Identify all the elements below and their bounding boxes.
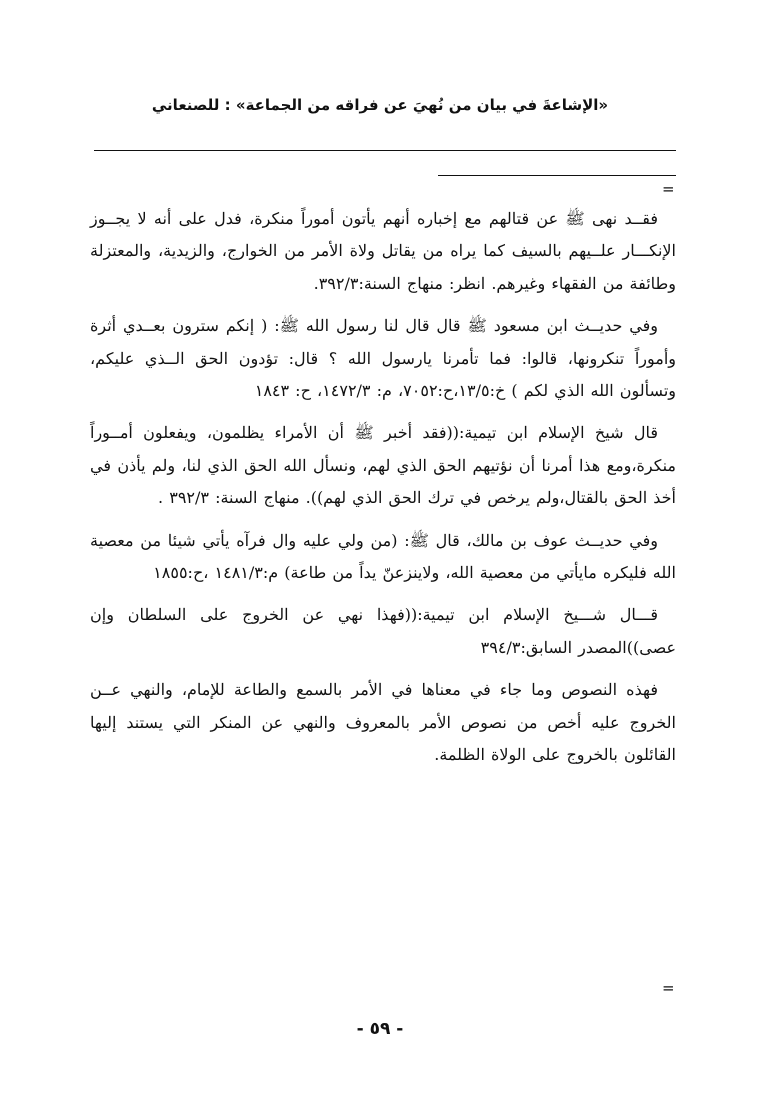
page-header-title: «الإشاعةَ في بيان من نُهيَ عن فراقه من الجماعة» : للصنعاني [151, 96, 609, 114]
paragraph: قـــال شـــيخ الإسلام ابن تيمية:((فهذا نهي عن الخروج على السلطان وإن عصى))المصدر السابق:٣٩٤/٣ [90, 605, 676, 657]
page-number: - ٥٩ - [356, 1019, 404, 1039]
footnote-divider [438, 175, 676, 176]
paragraph: قال شيخ الإسلام ابن تيمية:((فقد أخبر ﷺ أن الأمراء يظلمون، ويفعلون أمــوراً منكرة،ومع هذا أمرنا أن نؤتيهم الحق الذي لهم، ونسأل الله الحق الذي لنا، ولم يأذن في أخذ الحق بالقتال،ولم يرخص في ترك الحق الذي لهم)). منهاج السنة: ٣٩٢/٣ . [90, 423, 676, 508]
paragraph: فقــد نهى ﷺ عن قتالهم مع إخباره أنهم يأتون أموراً منكرة، فدل على أنه لا يجــوز الإنكـــار علــيهم بالسيف كما يراه من يقاتل ولاة الأمر من الخوارج، والزيدية، والمعتزلة وطائفة من الفقهاء وغيرهم. انظر: منهاج السنة:٣٩٢/٣. [90, 209, 676, 293]
footnote-body [90, 203, 676, 782]
paragraph: وفي حديــث عوف بن مالك، قال ﷺ: (من ولي عليه وال فرآه يأتي شيئا من معصية الله فليكره مايأتي من معصية الله، ولاينزعنّ يداً من طاعة) م:١٤٨١/٣ ،ح:١٨٥٥ [90, 530, 676, 583]
header-divider-long [94, 150, 676, 151]
paragraph: وفي حديــث ابن مسعود ﷺ قال قال لنا رسول الله ﷺ: ( إنكم سترون بعــدي أثرة وأموراً تنكرونها، قالوا: فما تأمرنا يارسول الله ؟ قال: تؤدون الحق الــذي عليكم، وتسألون الله الذي لكم ) خ:١٣/٥،ح:٧٠٥٢، م: ١٤٧٢/٣، ح: ١٨٤٣ [90, 316, 676, 401]
paragraph: فهذه النصوص وما جاء في معناها في الأمر بالسمع والطاعة للإمام، والنهي عــن الخروج عليه أخص من نصوص الأمر بالمعروف والنهي عن المنكر التي يستند إليها القائلون بالخروج على الولاة الظلمة. [90, 680, 676, 765]
continuation-mark-top: = [662, 180, 675, 198]
continuation-mark-bottom: = [662, 979, 675, 997]
